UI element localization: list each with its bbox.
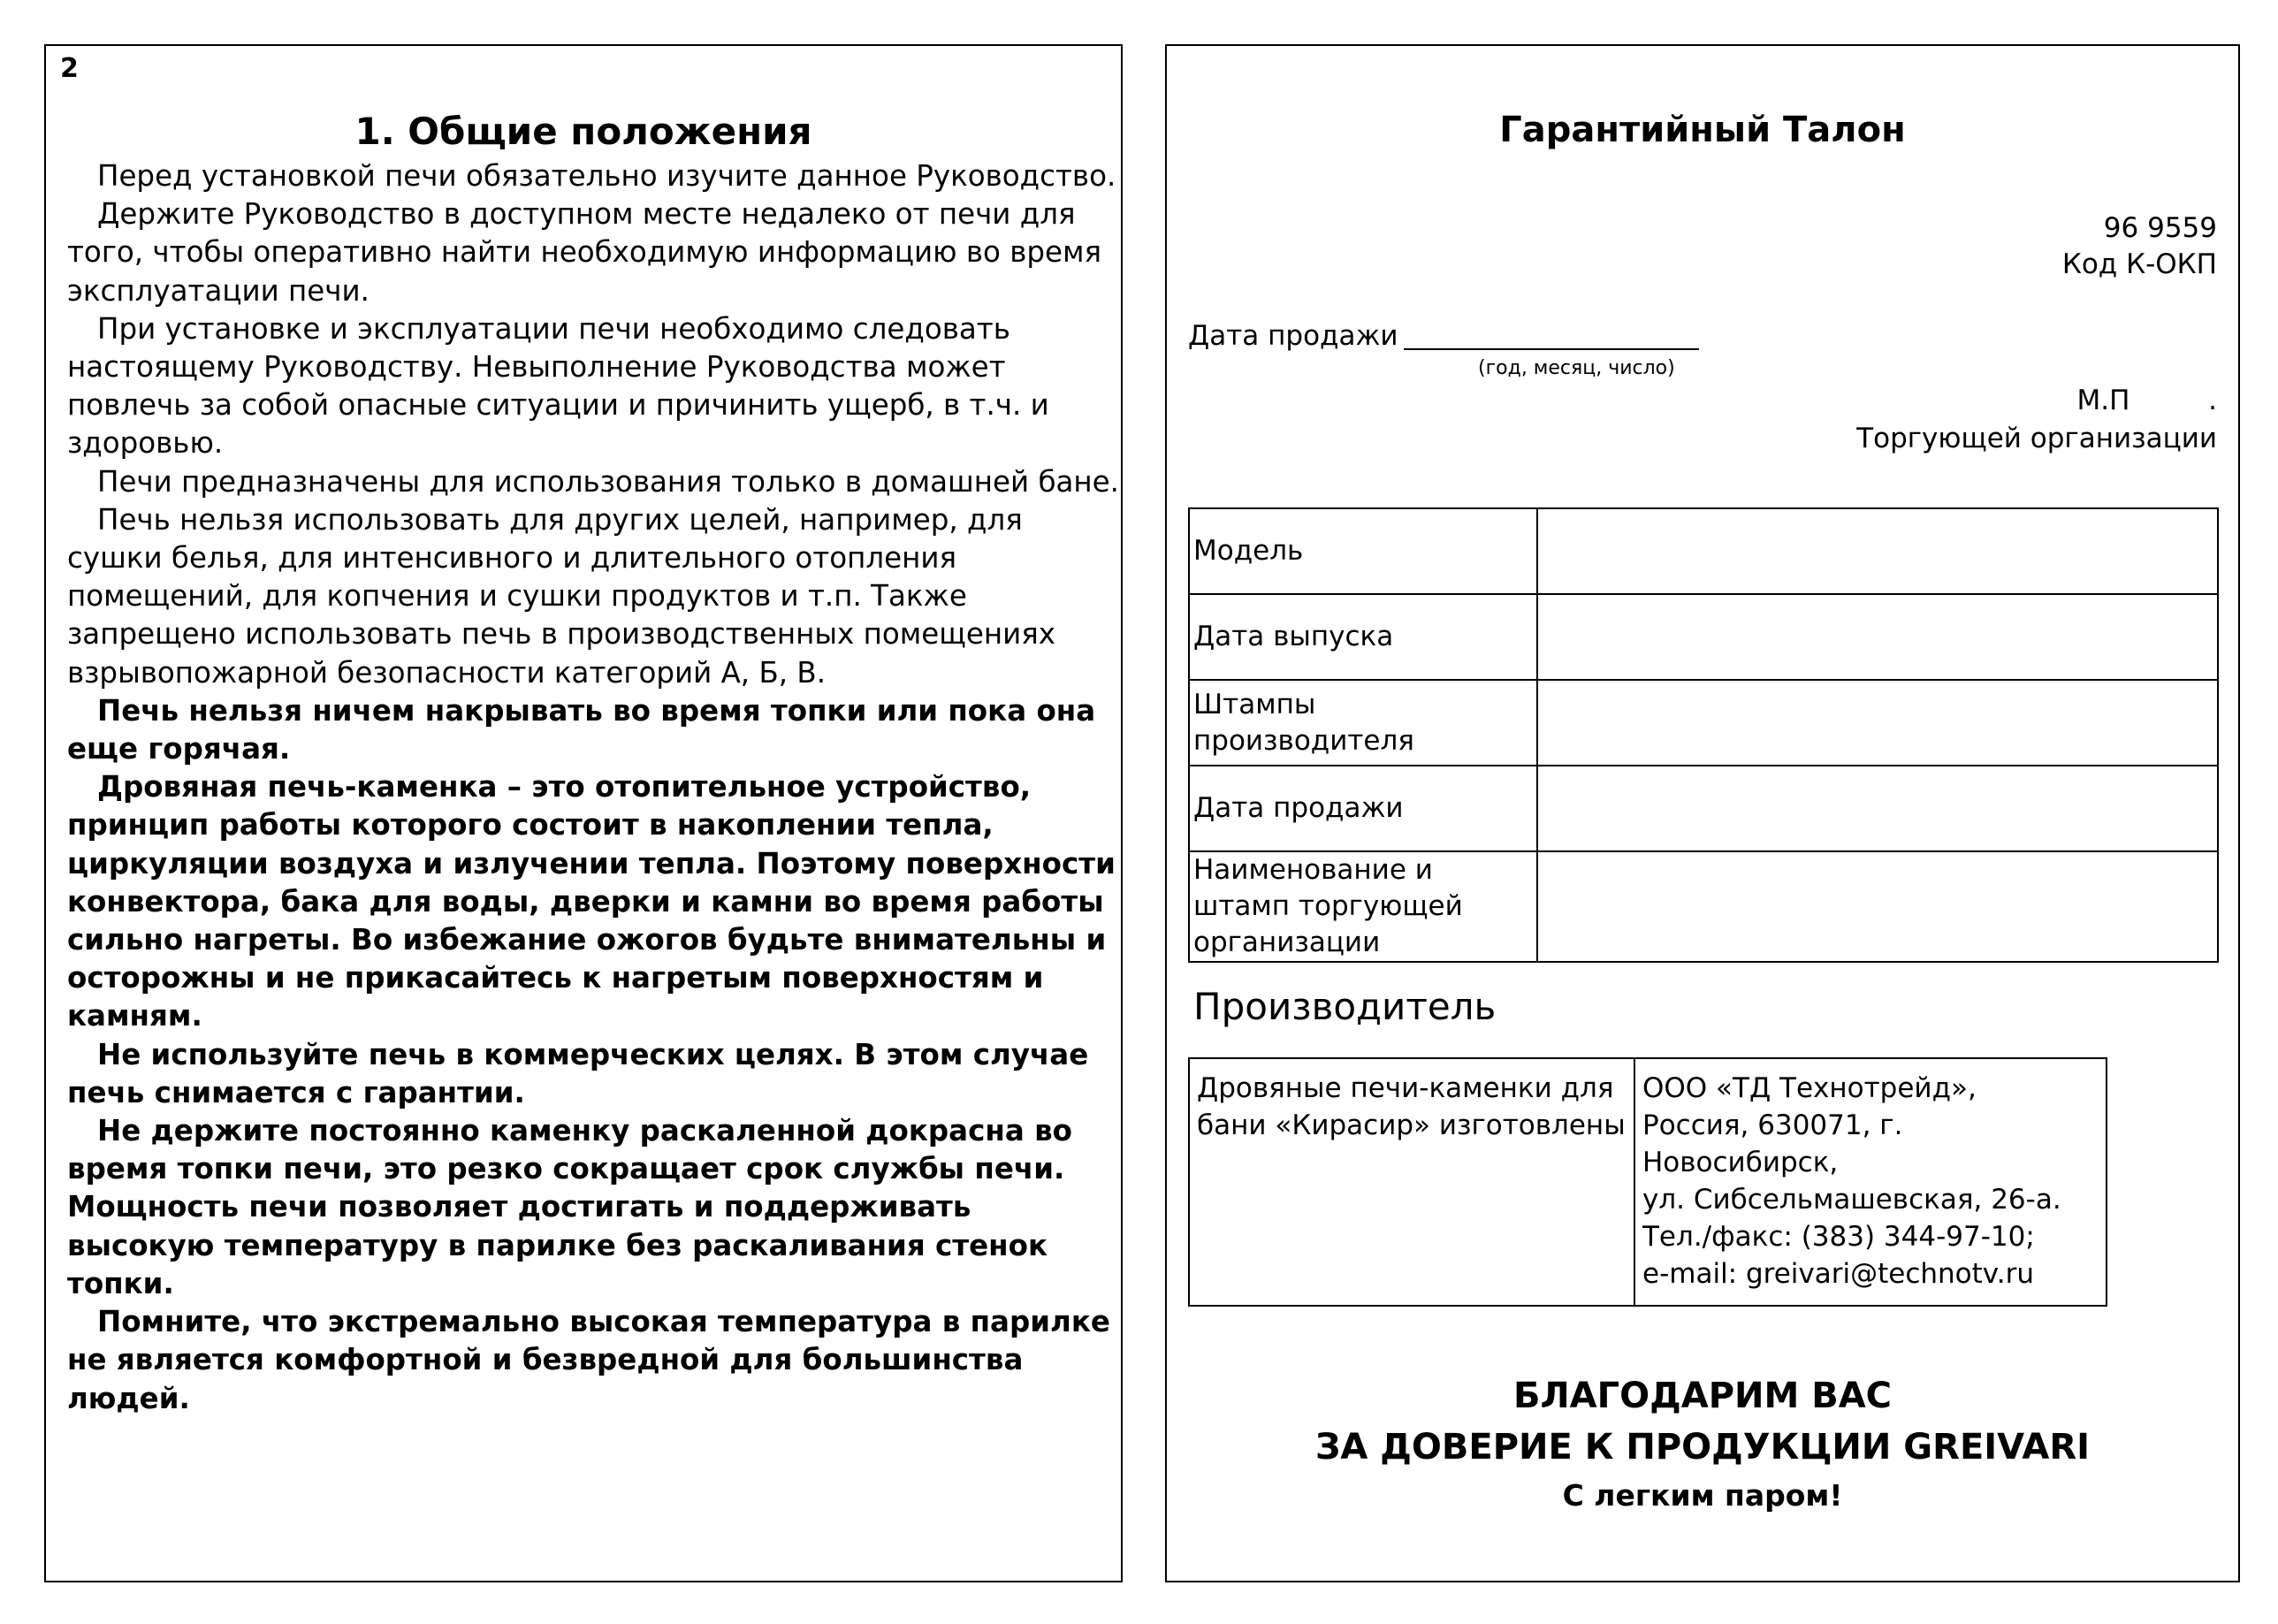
warranty-row xyxy=(1189,594,2218,680)
manufacturer-company xyxy=(1634,1058,2107,1306)
thanks-line-1: БЛАГОДАРИМ ВАС xyxy=(1512,1376,1893,1416)
thanks-line-2: ЗА ДОВЕРИЕ К ПРОДУКЦИИ GREIVARI xyxy=(1314,1427,2091,1468)
paragraph: Печи предназначены для использования только в домашней бане. xyxy=(97,464,1119,499)
paragraph: Не используйте печь в коммерческих целях. В этом случае печь снимается с гарантии. xyxy=(67,1037,1089,1109)
sale-date-hint: (год, месяц, число) xyxy=(1478,357,1675,379)
warranty-row xyxy=(1189,508,2218,594)
company-line: Россия, 630071, г. Новосибирск, xyxy=(1642,1109,1903,1178)
paragraph: Держите Руководство в доступном месте недалеко от печи для того, чтобы оперативно найти необходимую информацию во время эксплуатации печи. xyxy=(67,197,1102,308)
left-page xyxy=(44,44,1123,1582)
warranty-row-value xyxy=(1537,594,2218,680)
page-number: 2 xyxy=(60,53,79,84)
warranty-row-value xyxy=(1537,680,2218,766)
paragraph: Печь нельзя использовать для других целей, например, для сушки белья, для интенсивного и длительного отопления помещений, для копчения и сушки продуктов и т.п. Также запрещено использовать печь в производственных помещениях взрывопожарной безопасности категорий А, Б, В. xyxy=(67,502,1056,690)
warranty-title: Гарантийный Талон xyxy=(1499,110,1906,150)
warranty-table xyxy=(1188,507,2219,963)
warranty-row-label: Наименование и штамп торгующей организации xyxy=(1189,851,1537,962)
company-line: ООО «ТД Технотрейд», xyxy=(1642,1072,1977,1104)
warranty-row-label: Модель xyxy=(1189,508,1537,594)
okp-number: 96 9559 xyxy=(2103,212,2217,244)
thanks-block xyxy=(1167,1370,2238,1519)
warranty-row-value xyxy=(1537,508,2218,594)
company-line: e-mail: greivari@technotv.ru xyxy=(1642,1258,2034,1290)
manufacturer-product: Дровяные печи-каменки для бани «Кирасир» изготовлены xyxy=(1189,1058,1634,1306)
paragraph: Помните, что экстремально высокая температура в парилке не является комфортной и безвредной для большинства людей. xyxy=(67,1305,1110,1415)
sale-date-blank-line xyxy=(1404,320,1699,350)
paragraph: Печь нельзя ничем накрывать во время топки или пока она еще горячая. xyxy=(67,693,1096,766)
manufacturer-heading: Производитель xyxy=(1193,985,1497,1028)
warranty-page xyxy=(1165,44,2240,1582)
thanks-line-3: С легким паром! xyxy=(1562,1478,1843,1513)
warranty-row-value xyxy=(1537,851,2218,962)
section-title: 1. Общие положения xyxy=(354,110,812,153)
warranty-row xyxy=(1189,680,2218,766)
warranty-row-value xyxy=(1537,766,2218,851)
stamp-place xyxy=(1856,382,2217,458)
paragraph: Перед установкой печи обязательно изучите данное Руководство. xyxy=(97,159,1116,193)
paragraph: Дровяная печь-каменка – это отопительное устройство, принцип работы которого состоит в накоплении тепла, циркуляции воздуха и излучении тепла. Поэтому поверхности конвектора, бака для воды, дверки и камни во время работы сильно нагреты. Во избежание ожогов будьте внимательны и осторожны и не прикасайтесь к нагретым поверхностям и камням. xyxy=(67,770,1116,1033)
okp-code-block xyxy=(2062,210,2217,283)
company-line: Тел./факс: (383) 344-97-10; xyxy=(1642,1221,2035,1253)
paragraph: При установке и эксплуатации печи необходимо следовать настоящему Руководству. Невыполнение Руководства может повлечь за собой опасные ситуации и причинить ущерб, в т.ч. и здоровью. xyxy=(67,311,1049,461)
warranty-row xyxy=(1189,851,2218,962)
general-provisions-text xyxy=(67,157,1124,1418)
paragraph: Не держите постоянно каменку раскаленной докрасна во время топки печи, это резко сокращает срок службы печи. Мощность печи позволяет достигать и поддерживать высокую температуру в парилке без раскаливания стенок топки. xyxy=(67,1114,1072,1300)
warranty-row-label: Дата выпуска xyxy=(1189,594,1537,680)
warranty-row xyxy=(1189,766,2218,851)
warranty-row-label: Дата продажи xyxy=(1189,766,1537,851)
stamp-org: Торгующей организации xyxy=(1856,423,2217,454)
stamp-mark: М.П . xyxy=(2076,385,2217,416)
warranty-row-label: Штампы производителя xyxy=(1189,680,1537,766)
sale-date-label: Дата продажи xyxy=(1188,320,1398,352)
manufacturer-table xyxy=(1188,1057,2107,1307)
sale-date-field xyxy=(1188,320,1699,352)
company-line: ул. Сибсельмашевская, 26-а. xyxy=(1642,1184,2061,1216)
okp-label: Код К-ОКП xyxy=(2061,248,2217,280)
